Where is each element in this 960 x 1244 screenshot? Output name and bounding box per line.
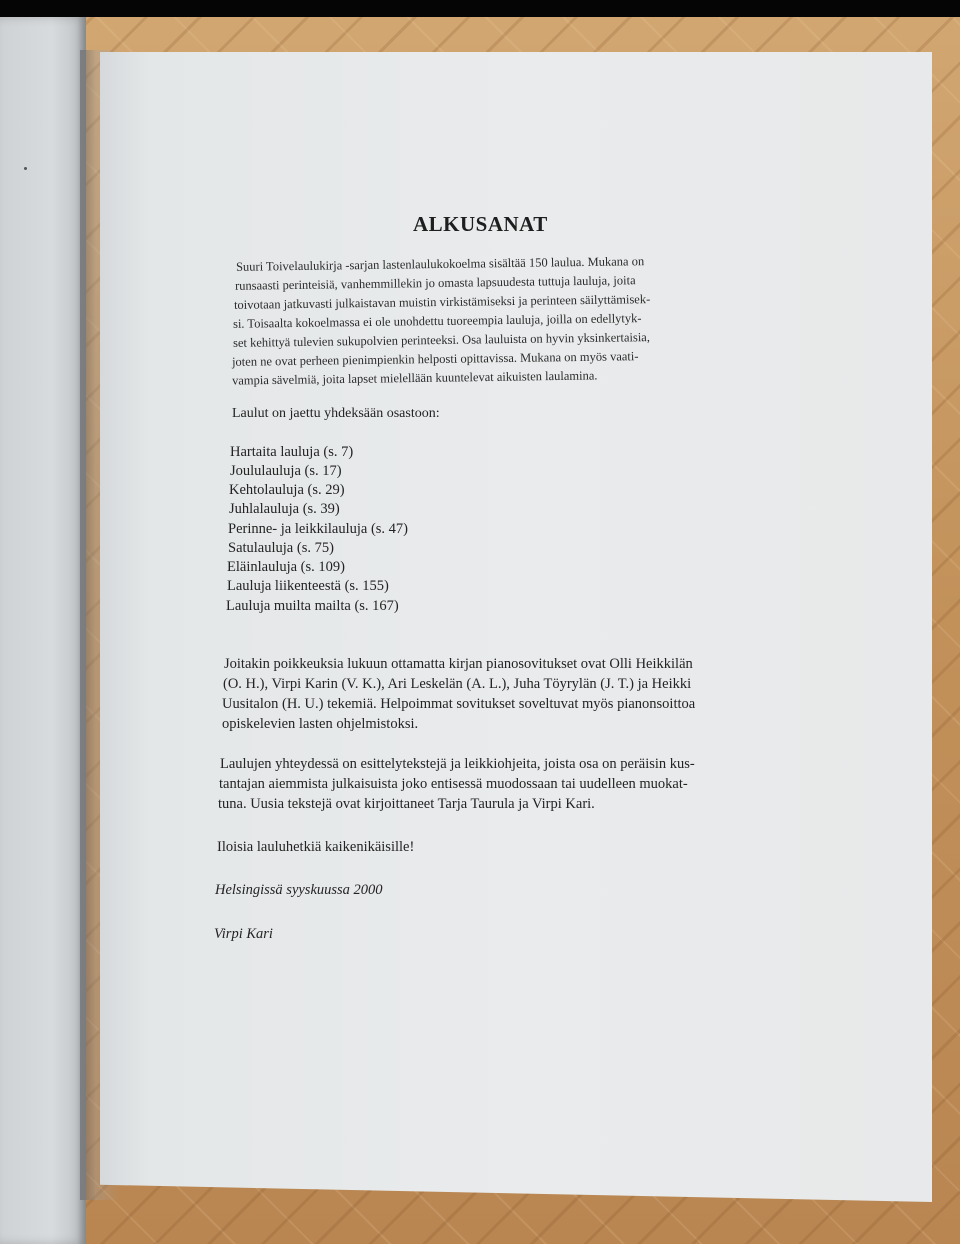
divisions-intro: Laulut on jaettu yhdeksään osastoon: — [232, 406, 440, 421]
place-date: Helsingissä syyskuussa 2000 — [215, 882, 383, 898]
intro-line: runsaasti perinteisiä, vanhemmillekin jo omasta lapsuudesta tuttuja lauluja, joita — [234, 273, 636, 293]
intro-line: joten ne ovat perheen pienimpienkin helposti opittavissa. Mukana on myös vaati- — [231, 349, 639, 369]
section-list-item: Hartaita lauluja (s. 7) — [230, 444, 354, 460]
section-list-item: Perinne- ja leikkilauluja (s. 47) — [228, 521, 408, 537]
intro-line: set kehittyä tulevien sukupolvien perinteeksi. Osa lauluista on hyvin yksinkertaisia, — [232, 330, 651, 350]
status-bar — [0, 0, 960, 17]
texts-line: tuna. Uusia tekstejä ovat kirjoittaneet Tarja Taurula ja Virpi Kari. — [218, 796, 595, 812]
section-list-item: Kehtolauluja (s. 29) — [229, 482, 345, 498]
arrangements-line: Uusitalon (H. U.) tekemiä. Helpoimmat sovitukset soveltuvat myös pianonsoittoa — [222, 696, 696, 712]
texts-line: Laulujen yhteydessä on esittelytekstejä ja leikkiohjeita, joista osa on peräisin kus- — [220, 756, 695, 772]
intro-line: Suuri Toivelaulukirja -sarjan lastenlaulukokoelma sisältää 150 laulua. Mukana on — [235, 254, 645, 274]
signature: Virpi Kari — [214, 926, 273, 942]
intro-line: toivotaan jatkuvasti julkaistavan muistin virkistämiseksi ja perinteen säilyttämisek- — [233, 292, 651, 312]
section-list-item: Joululauluja (s. 17) — [230, 463, 342, 479]
section-list-item: Eläinlauluja (s. 109) — [227, 559, 345, 575]
texts-line: tantajan aiemmista julkaisuista joko entisessä muodossaan tai uudelleen muokat- — [219, 776, 688, 792]
arrangements-line: opiskelevien lasten ohjelmistoksi. — [222, 716, 419, 732]
section-list-item: Juhlalauluja (s. 39) — [229, 501, 340, 517]
intro-line: vampia sävelmiä, joita lapset mielellään kuuntelevat aikuisten laulamina. — [231, 368, 598, 388]
intro-line: si. Toisaalta kokoelmassa ei ole unohdettu tuoreempia lauluja, joilla on edellytyk- — [232, 311, 642, 331]
section-list-item: Lauluja muilta mailta (s. 167) — [226, 598, 399, 614]
section-list-item: Satulauluja (s. 75) — [228, 540, 334, 556]
arrangements-line: Joitakin poikkeuksia lukuun ottamatta kirjan pianosovitukset ovat Olli Heikkilän — [224, 656, 693, 672]
greeting: Iloisia lauluhetkiä kaikenikäisille! — [217, 839, 415, 855]
section-list-item: Lauluja liikenteestä (s. 155) — [227, 578, 389, 594]
arrangements-line: (O. H.), Virpi Karin (V. K.), Ari Leskelän (A. L.), Juha Töyrylän (J. T.) ja Heikki — [223, 676, 692, 692]
page-speck — [24, 167, 27, 170]
page-title: ALKUSANAT — [413, 212, 548, 236]
left-page — [0, 17, 86, 1244]
